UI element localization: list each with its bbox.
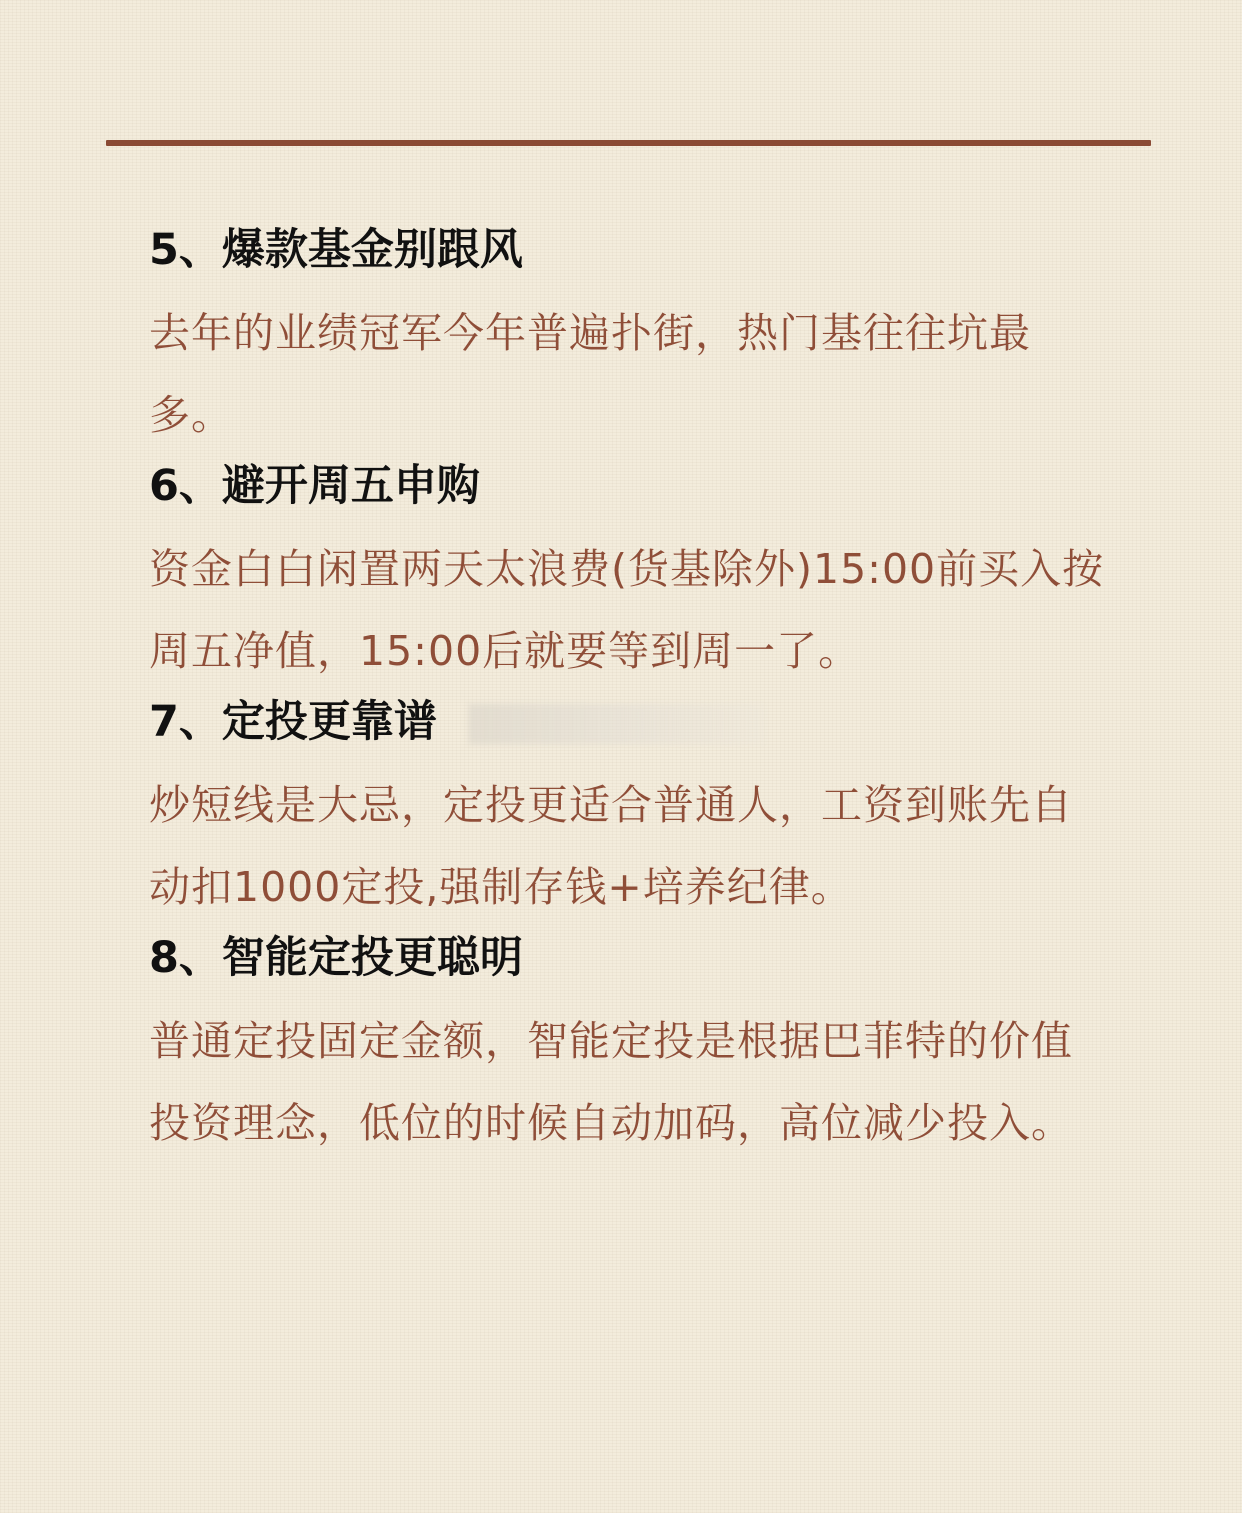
section-body: 炒短线是大忌，定投更适合普通人，工资到账先自动扣1000定投,强制存钱+培养纪律。 (149, 781, 1073, 911)
section-title: 5、爆款基金别跟风 (149, 225, 523, 275)
tip-section-8 (149, 930, 1109, 1164)
blurred-watermark (469, 704, 764, 744)
tip-section-7 (149, 694, 1109, 928)
section-title: 7、定投更靠谱 (149, 697, 437, 747)
tips-list (149, 222, 1109, 1164)
tip-section-6 (149, 458, 1109, 692)
tip-section-5 (149, 222, 1109, 456)
section-body: 普通定投固定金额，智能定投是根据巴菲特的价值投资理念，低位的时候自动加码，高位减少投入。 (149, 1017, 1073, 1147)
section-body: 去年的业绩冠军今年普遍扑街，热门基往往坑最多。 (149, 309, 1031, 439)
section-title: 6、避开周五申购 (149, 461, 480, 511)
section-title: 8、智能定投更聪明 (149, 933, 523, 983)
section-body: 资金白白闲置两天太浪费(货基除外)15:00前买入按周五净值，15:00后就要等到周一了。 (149, 545, 1105, 675)
top-divider (106, 140, 1151, 146)
